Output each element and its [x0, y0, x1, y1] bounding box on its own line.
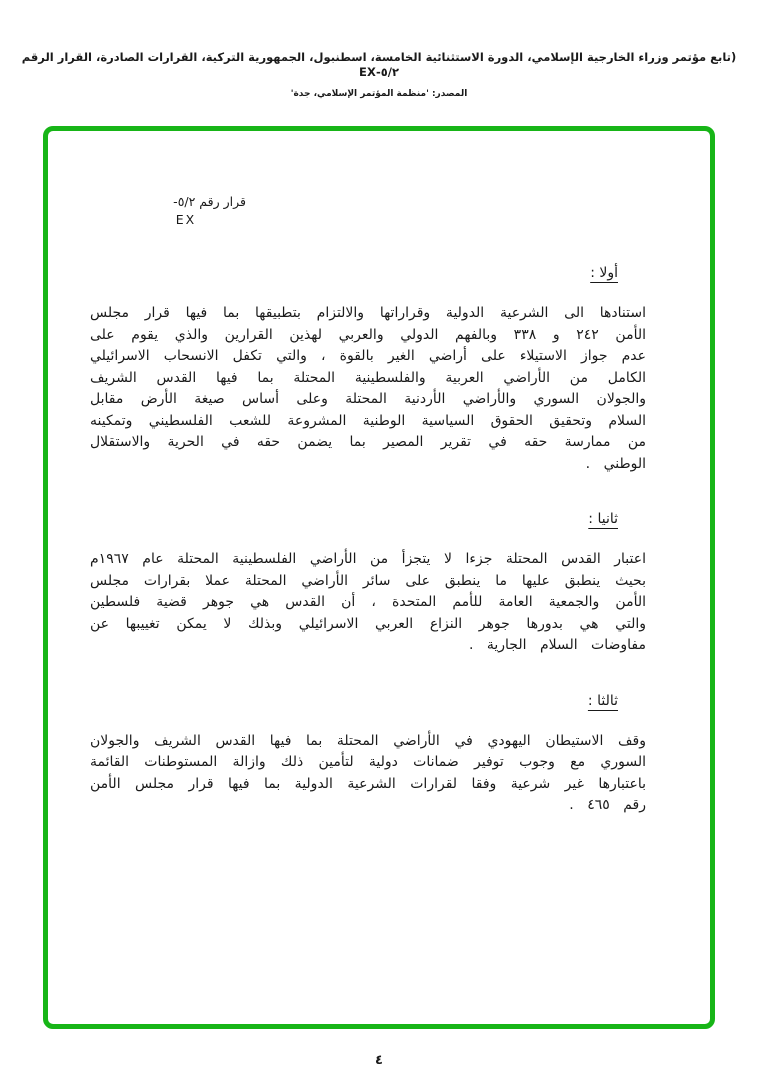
section-heading-first: أولا : — [590, 265, 618, 281]
section-first — [90, 265, 646, 475]
section-body-third: وقف الاستيطان اليهودي في الأراضي المحتلة بما فيها القدس الشريف والجولان السوري مع وجوب توفير ضمانات دولية لتأمين ذلك وازالة المستوطنات القائمة باعتبارها غير شرعية وفقا لقرارات الشرعية الدولية بما فيها قرار مجلس الأمن رقم ٤٦٥ . — [90, 732, 646, 813]
section-heading-second: ثانيا : — [588, 511, 618, 527]
page-number: ٤ — [375, 1053, 383, 1068]
section-heading-third: ثالثا : — [587, 692, 618, 709]
document-source-line: المصدر: 'منظمة المؤتمر الإسلامي، جدة' — [290, 89, 468, 99]
section-second — [90, 511, 646, 657]
document-header-title: (تابع مؤتمر وزراء الخارجية الإسلامي، الدورة الاستثنائية الخامسة، اسطنبول، الجمهورية التركية، القرارات الصادرة، القرار الرقم ٥/٢-EX — [21, 50, 737, 79]
resolution-number-line2: EX — [175, 212, 197, 227]
frame-content — [48, 193, 710, 817]
resolution-number — [126, 193, 246, 229]
resolution-number-line1: قرار رقم ٥/٢- — [173, 194, 246, 209]
section-third — [90, 693, 646, 817]
scan-frame — [43, 126, 715, 1029]
section-body-first: استنادها الى الشرعية الدولية وقراراتها والالتزام بتطبيقها بما فيها قرار مجلس الأمن ٢٤٢ و ٣٣٨ وبالفهم الدولي والعربي لهذين القرارين والذي يقوم على عدم جواز الاستيلاء على أراضي الغير بالقوة ، والتي تكفل الانسحاب الاسرائيلي الكامل من الأراضي العربية والفلسطينية المحتلة بما فيها القدس الشريف والجولان السوري والأراضي الأردنية المحتلة وعلى أساس صيغة الأرض مقابل السلام وتحقيق الحقوق السياسية الوطنية المشروعة للشعب الفلسطيني وتمكينه من ممارسة حقه في تقرير المصير بما يضمن حقه في الحرية والاستقلال الوطني . — [90, 305, 646, 472]
section-body-second: اعتبار القدس المحتلة جزءا لا يتجزأ من الأراضي الفلسطينية المحتلة عام ١٩٦٧م بحيث ينطبق عليها ما ينطبق على سائر الأراضي المحتلة عملا بقرارات مجلس الأمن والجمعية العامة للأمم المتحدة ، أن القدس هي جوهر قضية فلسطين والتي هي بدورها جوهر النزاع العربي الاسرائيلي وبذلك لا يمكن تغييبها عن مفاوضات السلام الجارية . — [90, 551, 646, 653]
